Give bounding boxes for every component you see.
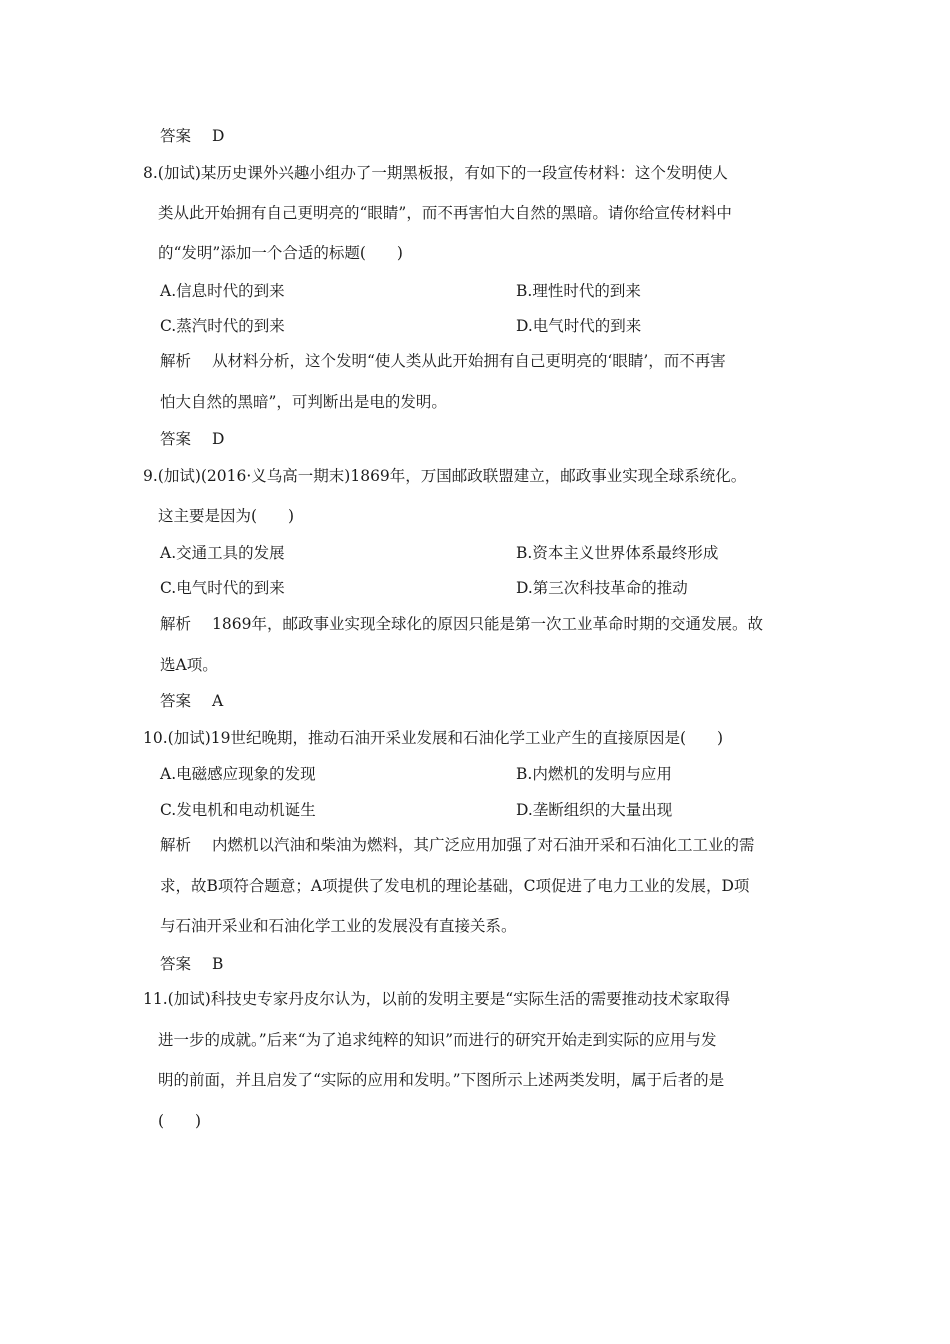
question-8-analysis-line-1 bbox=[160, 350, 726, 372]
answer-label: 答案 bbox=[160, 692, 192, 710]
analysis-text: 1869年，邮政事业实现全球化的原因只能是第一次工业革命时期的交通发展。故 bbox=[212, 615, 763, 633]
question-11-line-3: 明的前面，并且启发了“实际的应用和发明。”下图所示上述两类发明，属于后者的是 bbox=[158, 1071, 725, 1089]
answer-q9 bbox=[160, 690, 223, 712]
question-8-option-d: D.电气时代的到来 bbox=[516, 317, 642, 335]
question-10-analysis-line-1 bbox=[160, 834, 755, 856]
answer-label: 答案 bbox=[160, 430, 192, 448]
question-8-option-b: B.理性时代的到来 bbox=[516, 282, 641, 300]
question-9-option-d: D.第三次科技革命的推动 bbox=[516, 579, 688, 597]
question-8-line-3: 的“发明”添加一个合适的标题( ) bbox=[158, 244, 403, 262]
question-8-line-2: 类从此开始拥有自己更明亮的“眼睛”，而不再害怕大自然的黑暗。请你给宣传材料中 bbox=[158, 204, 732, 222]
question-10-analysis-line-2: 求，故B项符合题意；A项提供了发电机的理论基础，C项促进了电力工业的发展，D项 bbox=[160, 877, 750, 895]
question-9-option-c: C.电气时代的到来 bbox=[160, 579, 285, 597]
analysis-label: 解析 bbox=[160, 615, 192, 633]
question-9-analysis-line-1 bbox=[160, 613, 763, 635]
answer-q8 bbox=[160, 428, 224, 450]
question-9-line-1: 9.(加试)(2016·义乌高一期末)1869年，万国邮政联盟建立，邮政事业实现全球系统化。 bbox=[143, 467, 747, 485]
question-9-analysis-line-2: 选A项。 bbox=[160, 656, 218, 674]
question-10-option-b: B.内燃机的发明与应用 bbox=[516, 765, 672, 783]
question-11-line-4: ( ) bbox=[158, 1112, 202, 1130]
answer-label: 答案 bbox=[160, 127, 192, 145]
question-10-option-d: D.垄断组织的大量出现 bbox=[516, 801, 673, 819]
answer-q7 bbox=[160, 125, 224, 147]
question-10-line-1: 10.(加试)19世纪晚期，推动石油开采业发展和石油化学工业产生的直接原因是( ) bbox=[143, 729, 724, 747]
question-8-option-c: C.蒸汽时代的到来 bbox=[160, 317, 285, 335]
question-9-option-b: B.资本主义世界体系最终形成 bbox=[516, 544, 719, 562]
question-10-option-c: C.发电机和电动机诞生 bbox=[160, 801, 316, 819]
analysis-label: 解析 bbox=[160, 352, 192, 370]
answer-label: 答案 bbox=[160, 955, 192, 973]
answer-value: A bbox=[212, 692, 224, 710]
answer-value: D bbox=[212, 430, 225, 448]
answer-value: D bbox=[212, 127, 225, 145]
question-9-option-a: A.交通工具的发展 bbox=[160, 544, 285, 562]
question-8-option-a: A.信息时代的到来 bbox=[160, 282, 285, 300]
analysis-text: 内燃机以汽油和柴油为燃料，其广泛应用加强了对石油开采和石油化工工业的需 bbox=[212, 836, 755, 854]
answer-value: B bbox=[212, 955, 224, 973]
question-8-analysis-line-2: 怕大自然的黑暗”，可判断出是电的发明。 bbox=[160, 393, 447, 411]
analysis-text: 从材料分析，这个发明“使人类从此开始拥有自己更明亮的‘眼睛’，而不再害 bbox=[212, 352, 726, 370]
answer-q10 bbox=[160, 953, 223, 975]
question-11-line-1: 11.(加试)科技史专家丹皮尔认为，以前的发明主要是“实际生活的需要推动技术家取得 bbox=[143, 990, 731, 1008]
question-10-option-a: A.电磁感应现象的发现 bbox=[160, 765, 316, 783]
question-11-line-2: 进一步的成就。”后来“为了追求纯粹的知识”而进行的研究开始走到实际的应用与发 bbox=[158, 1031, 717, 1049]
question-10-analysis-line-3: 与石油开采业和石油化学工业的发展没有直接关系。 bbox=[160, 917, 517, 935]
analysis-label: 解析 bbox=[160, 836, 192, 854]
question-8-line-1: 8.(加试)某历史课外兴趣小组办了一期黑板报，有如下的一段宣传材料：这个发明使人 bbox=[143, 164, 728, 182]
question-9-line-2: 这主要是因为( ) bbox=[158, 507, 295, 525]
